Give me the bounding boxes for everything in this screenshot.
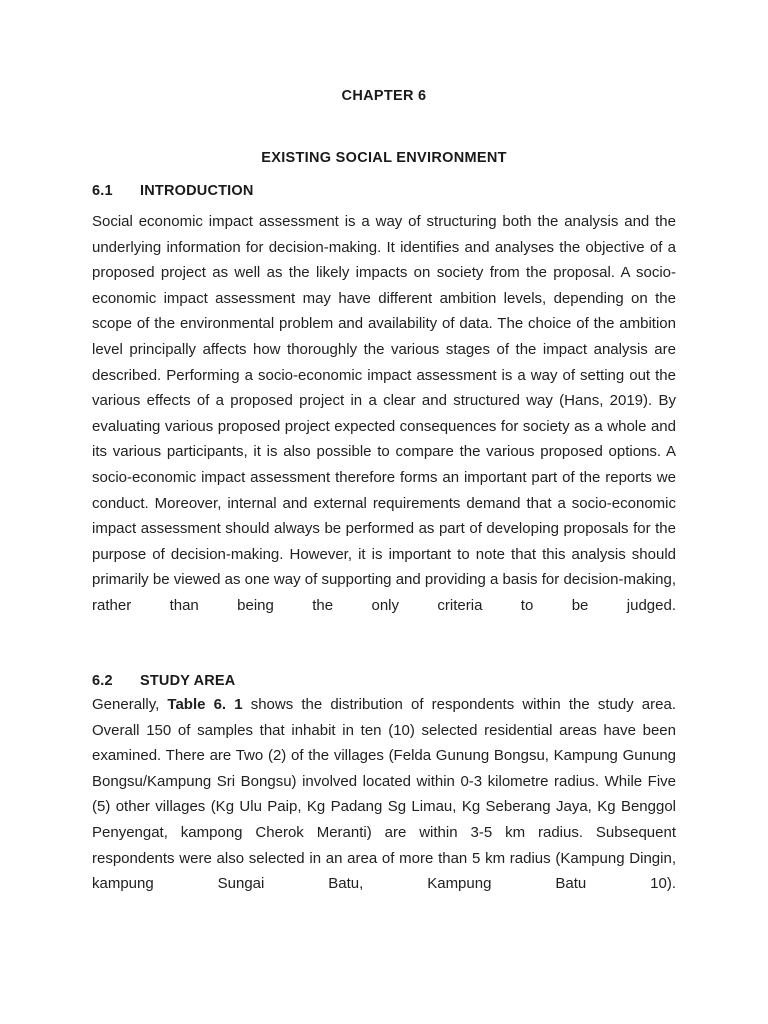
inline-emphasis: Table 6. 1 [167,696,243,713]
inline-text: Generally, [92,696,168,713]
section-title-6-1: INTRODUCTION [140,183,254,199]
page-title: EXISTING SOCIAL ENVIRONMENT [261,150,507,166]
section-number-6-1: 6.1 [92,183,113,199]
section-number-6-2: 6.2 [92,673,113,689]
inline-text: shows the distribution of respondents within the study area. Overall 150 of samples that inhabit in ten (10) selected residential areas have been examined. There are Two (2) of the villages (Felda Gunung Bongsu, Kampung Gunung Bongsu/Kampung Sri Bongsu) involved located within 0-3 kilometre radius. While Five (5) other villages (Kg Ulu Paip, Kg Padang Sg Limau, Kg Seberang Jaya, Kg Benggol Penyengat, kampong Cherok Meranti) are within 3-5 km radius. Subsequent respondents were also selected in an area of more than 5 km radius (Kampung Dingin, kampung Sungai Batu, Kampung Batu 10). [92,696,676,893]
inline-text: Social economic impact assessment is a way of structuring both the analysis and the underlying information for decision-making. It identifies and analyses the objective of a proposed project as well as the likely impacts on society from the proposal. A socio-economic impact assessment may have different ambition levels, depending on the scope of the environmental problem and availability of data. The choice of the ambition level principally affects how thoroughly the various stages of the impact analysis are described. Performing a socio-economic impact assessment is a way of setting out the various effects of a proposed project in a clear and structured way (Hans, 2019). By evaluating various proposed project expected consequences for society as a whole and its various participants, it is also possible to compare the various proposed options. A socio-economic impact assessment therefore forms an important part of the reports we conduct. Moreover, internal and external requirements demand that a socio-economic impact assessment should always be performed as part of developing proposals for the purpose of decision-making. However, it is important to note that this analysis should primarily be viewed as one way of supporting and providing a basis for decision-making, rather than being the only criteria to be judged. [92,213,676,614]
paragraph-introduction [92,209,676,644]
section-heading-6-1 [92,181,676,202]
paragraph-study-area [92,692,676,922]
section-title-6-2: STUDY AREA [140,673,236,689]
section-heading-6-2 [92,671,676,692]
chapter-label: CHAPTER 6 [341,88,427,104]
